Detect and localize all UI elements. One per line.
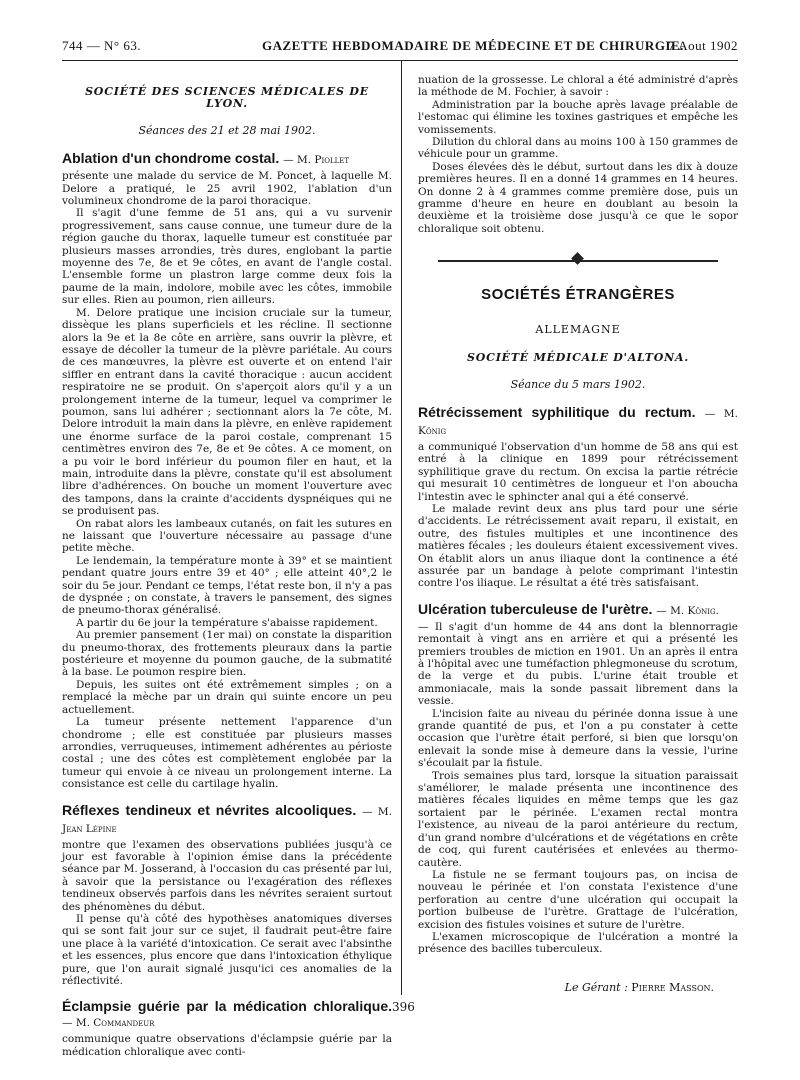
paragraph: Au premier pansement (1er mai) on constate la disparition du pneumo-thorax, des frottements pleuraux dans la partie postérieure et moyenne du poumon gauche, de la submatité à la base. Le poumon respire bien. (62, 629, 392, 679)
paragraph: nuation de la grossesse. Le chloral a été administré d'après la méthode de M. Fochier, à savoir : (418, 74, 738, 99)
paragraph: La tumeur présente nettement l'apparence d'un chondrome ; elle est constituée par plusieurs masses arrondies, verruqueuses, intimement adhérentes au périoste costal ; une des côtes est complètement englobée par la tumeur qui envoie à ce niveau un prolongement interne. La consistance est celle du cartilage hyalin. (62, 716, 392, 791)
gerant-name: Pierre Masson. (631, 980, 714, 994)
journal-title: GAZETTE HEBDOMADAIRE DE MÉDECINE ET DE CHIRURGIE. (262, 38, 684, 53)
paragraph: Depuis, les suites ont été extrêmement simples ; on a remplacé la mèche par un drain qui suinte encore un peu actuellement. (62, 678, 392, 716)
article-title-text: Éclampsie guérie par la médication chloralique. (62, 998, 392, 1015)
article-title (418, 602, 738, 619)
page-issue-number: 744 — N° 63. (62, 38, 142, 53)
paragraph: Administration par la bouche après lavage préalable de l'estomac qui élimine les toxines gastriques et empêche les vomissements. (418, 98, 738, 136)
session-date: Séances des 21 et 28 mai 1902. (138, 123, 316, 137)
article-author: — M. Piollet (283, 154, 350, 167)
paragraph: montre que l'examen des observations publiées jusqu'à ce jour est favorable à l'opinion émise dans la précédente séance par M. Josserand, à l'occasion du cas présenté par lui, à savoir que la persistance ou l'exagération des réflexes tendineux observés parfois dans les névrites seraient surtout des phénomènes du début. (62, 838, 392, 913)
article-title-text: Ablation d'un chondrome costal. (62, 150, 280, 167)
article-author: — M. Commandeur (62, 1017, 155, 1030)
section-heading: SOCIÉTÉS ÉTRANGÈRES (481, 286, 675, 304)
article-title-text: Ulcération tuberculeuse de l'urètre. (418, 600, 653, 617)
left-column (62, 68, 392, 1058)
article-author: — M. König (418, 407, 738, 437)
article-title (62, 151, 392, 168)
country-heading: ALLEMAGNE (535, 322, 621, 336)
paragraph: Il s'agit d'une femme de 51 ans, qui a vu survenir progressivement, sans cause connue, une tumeur dure de la région gauche du thorax, laquelle tumeur est constituée par plusieurs masses arrondies, très dures, englobant la partie moyenne des 7e, 8e et 9e côtes, en avant de l'angle costal. L'ensemble forme un plastron large comme deux fois la paume de la main, indolore, mobile avec les côtes, immobile sur elles. Rien au poumon, rien ailleurs. (62, 207, 392, 307)
paragraph: Le malade revint deux ans plus tard pour une série d'accidents. Le rétrécissement avait reparu, il existait, en outre, des fistules multiples et une incontinence des matières fécales ; les douleurs étaient excessivement vives. On établit alors un anus iliaque dont la continence a été assurée par un bandage à pelote comprimant l'intestin contre l'os iliaque. Le résultat a été très satisfaisant. (418, 502, 738, 590)
paragraph: M. Delore pratique une incision cruciale sur la tumeur, dissèque les plans superficiels et les récline. Il sectionne alors la 9e et la 8e côte en arrière, sans ouvrir la plèvre, et essaye de décoller la tumeur de la plèvre pariétale. Au cours de ces manœuvres, la plèvre est ouverte et on entend l'air siffler en entrant dans la cavité thoracique : aucun accident respiratoire ne se produit. On s'aperçoit alors qu'il y a un prolongement interne de la tumeur, lequel va comprimer le poumon, sans lui adhérer ; sectionnant alors la 7e côte, M. Delore introduit la main dans la plèvre, en enlève rapidement une énorme surface de la paroi costale, comprenant 15 centimètres environ des 7e, 8e et 9e côtes. A ce moment, on a pu voir le bord inférieur du poumon filer en haut, et la main, introduite dans la plèvre, constate qu'il est absolument libre d'adhérences. On bouche un moment l'ouverture avec des tampons, dans la crainte d'accidents dyspnéiques qui ne se produisent pas. (62, 306, 392, 518)
article-title-text: Réflexes tendineux et névrites alcooliques. (62, 801, 357, 818)
paragraph: communique quatre observations d'éclampsie guérie par la médication chloralique avec conti- (62, 1033, 392, 1058)
paragraph: L'incision faite au niveau du périnée donna issue à une grande quantité de pus, et l'on a pu constater à cette occasion que l'urètre était perforé, si bien que lorsqu'on enlevait la sonde mise à demeure dans la vessie, l'urine s'écoulait par la fistule. (418, 707, 738, 770)
paragraph: présente une malade du service de M. Poncet, à laquelle M. Delore a pratiqué, le 25 avril 1902, l'ablation d'un volumineux chondrome de la paroi thoracique. (62, 170, 392, 208)
paragraph: Dilution du chloral dans au moins 100 à 150 grammes de véhicule pour un gramme. (418, 136, 738, 161)
paragraph: L'examen microscopique de l'ulcération a montré la présence des bacilles tuberculeux. (418, 930, 738, 956)
article (62, 151, 392, 790)
header-rule (62, 60, 738, 61)
article-title-text: Rétrécissement syphilitique du rectum. (418, 403, 696, 420)
paragraph: A partir du 6e jour la température s'abaisse rapidement. (76, 616, 378, 629)
article-title (62, 999, 392, 1031)
gerant-label: Le Gérant : (564, 980, 628, 994)
paragraph: Doses élevées dès le début, surtout dans les dix à douze premières heures. Il en a donné 14 grammes en 14 heures. On donne 2 à 4 grammes comme première dose, puis un gramme d'heure en heure en doublant au besoin la deuxième et la troisième dose jusqu'à ce que le sopor chloralique soit obtenu. (418, 160, 738, 235)
article-author: — M. König. (656, 604, 719, 617)
gerant-signature (418, 982, 738, 994)
society-title: SOCIÉTÉ DES SCIENCES MÉDICALES DE LYON. (85, 85, 369, 111)
article-author: — M. Jean Lépine (62, 805, 393, 835)
article (62, 999, 392, 1058)
paragraph: Le lendemain, la température monte à 39° et se maintient pendant quatre jours entre 39 et 40° ; elle atteint 40°,2 le soir du 5e jour. Pendant ce temps, l'état reste bon, il n'y a pas de dyspnée ; on constate, à travers le pansement, des signes de pneumo-thorax généralisé. (62, 554, 392, 617)
right-column (418, 74, 738, 994)
article (62, 803, 392, 988)
paragraph: Il pense qu'à côté des hypothèses anatomiques diverses qui se sont fait jour sur ce sujet, il faudrait peut-être faire une place à la variété d'intoxication. Ce serait avec l'absinthe et les essences, plus encore que dans l'intoxication éthylique pure, que l'on aurait signalé jusqu'ici ces anomalies de la réflectivité. (62, 912, 392, 987)
paragraph: Trois semaines plus tard, lorsque la situation paraissait s'améliorer, le malade présenta une incontinence des matières fécales liquides en même temps que les gaz sortaient par le périnée. L'examen rectal montra l'existence, au niveau de la paroi antérieure du rectum, d'un grand nombre d'ulcérations et de végétations en crête de coq, qui furent cautérisées et enlevées au thermo-cautère. (418, 769, 738, 869)
article-title (418, 405, 738, 439)
page-number: 396 (392, 1000, 415, 1014)
paragraph: La fistule ne se fermant toujours pas, on incisa de nouveau le périnée et l'on constata l'existence d'une perforation au centre d'une ulcération qui occupait la portion bulbeuse de l'urètre. Grattage de l'ulcération, excision des fistules voisines et suture de l'urètre. (418, 868, 738, 931)
article-title (62, 803, 392, 837)
paragraph: — Il s'agit d'un homme de 44 ans dont la blennorragie remontait à vingt ans en arrière et qui a présenté les premiers troubles de miction en 1901. Un an après il entra à l'hôpital avec une tuméfaction phlegmoneuse du scrotum, de la verge et du pubis. L'urine était trouble et ammoniacale, mais la sonde passait librement dans la vessie. (418, 620, 738, 708)
column-divider (401, 60, 402, 995)
diamond-icon (571, 252, 584, 265)
running-header (62, 38, 738, 56)
society-title: SOCIÉTÉ MÉDICALE D'ALTONA. (467, 351, 689, 365)
paragraph: On rabat alors les lambeaux cutanés, on fait les sutures en ne laissant que l'ouverture nécessaire au passage d'une petite mèche. (62, 517, 392, 555)
session-date: Séance du 5 mars 1902. (510, 377, 646, 391)
paragraph: a communiqué l'observation d'un homme de 58 ans qui est entré à la clinique en 1899 pour rétrécissement syphilitique grave du rectum. On excisa la partie rétrécie qui mesurait 10 centimètres de longueur et l'on abouchа l'intestin avec le sphincter anal qui a été conservé. (418, 440, 738, 503)
article (418, 602, 738, 956)
issue-date: 7 Aout 1902 (668, 38, 738, 53)
section-ornament (418, 253, 738, 267)
article (418, 405, 738, 590)
